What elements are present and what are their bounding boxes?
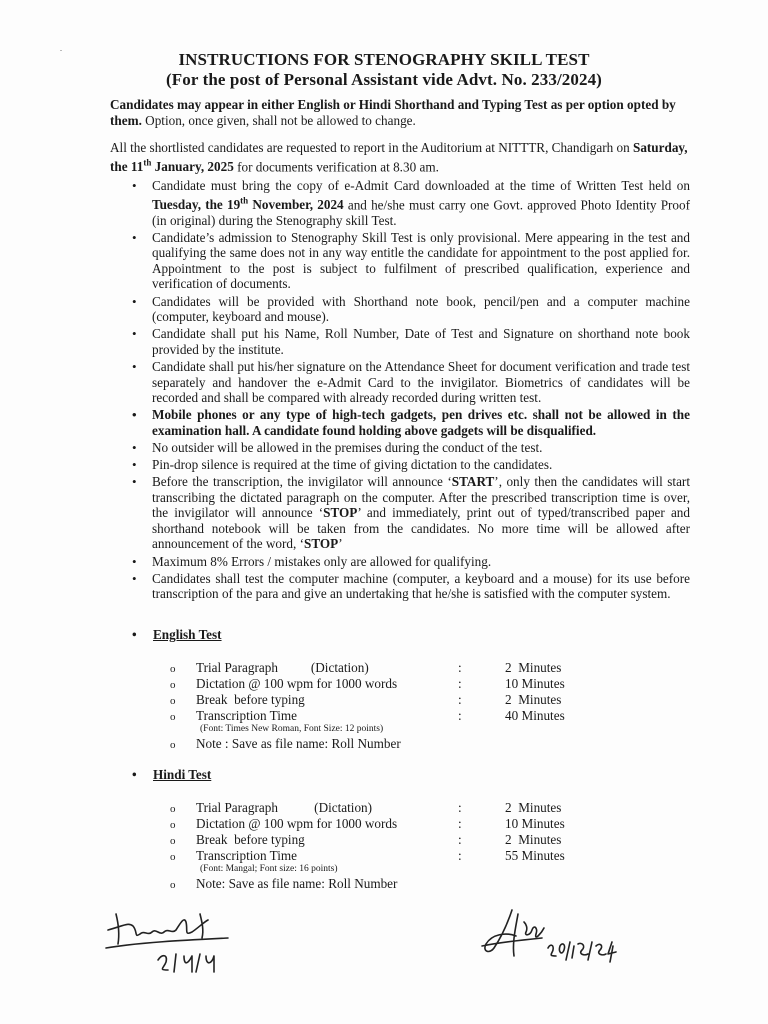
instruction-item-provisional: • Candidate’s admission to Stenography Skill Test is only provisional. Mere appearing in the test and qualifying the same does not in any way entitle the candidate for appointment to the post applied for. Appointment to the post is subject to fulfilment of prescribed qualification, experience and verification of documents. [110, 230, 690, 292]
hindi-test-heading-text: Hindi Test [153, 767, 212, 782]
report-date-post: January, 2025 [151, 158, 234, 174]
hindi-row [170, 800, 690, 818]
english-row [170, 676, 690, 694]
report-date-pre: Saturday, the 11 [110, 140, 688, 174]
instruction-item-attendance: • Candidate shall put his/her signature on the Attendance Sheet for document verification and trade test separately and handover the e-Admit Card to the invigilator. Biometrics of candidates will be recorded and shall be compared with already recorded during written test. [110, 359, 690, 406]
instruction-item-gadgets: • Mobile phones or any type of high-tech gadgets, pen drives etc. shall not be allowed in the examination hall. A candidate found holding above gadgets will be disqualified. [110, 407, 690, 438]
report-text-before: All the shortlisted candidates are requested to report in the Auditorium at NITTTR, Chandigarh on [110, 140, 633, 155]
hindi-save-note-text: Note: Save as file name: Roll Number [196, 876, 398, 891]
b9-d: ’ [338, 536, 343, 552]
instruction-item-outsider: • No outsider will be allowed in the premises during the conduct of the test. [110, 440, 690, 456]
b1-pre: Candidate must bring the copy of e-Admit Card downloaded at the time of Written Test held on [152, 178, 690, 193]
intro-paragraph [110, 97, 690, 128]
b9-start: START [451, 474, 495, 490]
report-text-after: for documents verification at 8.30 am. [233, 158, 439, 174]
hindi-row-duration: 2 Minutes [505, 800, 562, 815]
english-save-note-text: Note : Save as file name: Roll Number [196, 736, 401, 751]
intro-bold-text: Candidates may appear in either English or Hindi Shorthand and Typing Test as per option opted by them. [110, 97, 676, 128]
hindi-row-colon: : [458, 800, 462, 815]
instruction-item-errors: • Maximum 8% Errors / mistakes only are allowed for qualifying. [110, 554, 690, 570]
instruction-item-test-machine: • Candidates shall test the computer machine (computer, a keyboard and a mouse) for its use before transcription of the para and give an undertaking that he/she is satisfied with the computer system. [110, 571, 690, 602]
english-row-colon: : [458, 708, 462, 723]
b9-stop-2: STOP [303, 536, 339, 552]
english-save-note [170, 736, 690, 754]
english-font-note: (Font: Times New Roman, Font Size: 12 points) [200, 724, 384, 734]
hindi-row-duration: 2 Minutes [505, 832, 562, 847]
circle-bullet-icon: o [170, 739, 176, 751]
hindi-row-label: Break before typing [196, 832, 305, 847]
hindi-row-colon: : [458, 816, 462, 831]
english-row-label: Dictation @ 100 wpm for 1000 words [196, 676, 398, 691]
b9-a: Before the transcription, the invigilator will announce ‘ [152, 474, 452, 490]
b1-date-pre: Tuesday, the 19 [152, 196, 241, 212]
intro-normal-text: Option, once given, shall not be allowed to change. [141, 112, 416, 128]
hindi-row-label: Trial Paragraph (Dictation) [196, 800, 373, 815]
english-row-duration: 40 Minutes [505, 708, 565, 723]
english-row-duration: 2 Minutes [505, 692, 562, 707]
instruction-list [110, 178, 690, 603]
left-signature-icon [88, 892, 258, 982]
hindi-test-heading: • Hindi Test [132, 767, 212, 782]
circle-bullet-icon: o [170, 679, 176, 691]
hindi-row-colon: : [458, 832, 462, 847]
hindi-save-note [170, 876, 690, 894]
b9-c: ’ and immediately, print out of typed/transcribed paper and shorthand notebook will be taken from the candidates. No more time will be allowed after announcement of the word, ‘ [152, 505, 690, 552]
english-row [170, 692, 690, 710]
instruction-item-notebook-details: • Candidate shall put his Name, Roll Number, Date of Test and Signature on shorthand note book provided by the institute. [110, 326, 690, 357]
hindi-row-colon: : [458, 848, 462, 863]
hindi-row-duration: 55 Minutes [505, 848, 565, 863]
circle-bullet-icon: o [170, 711, 176, 723]
english-row-label: Trial Paragraph (Dictation) [196, 660, 369, 675]
hindi-row-duration: 10 Minutes [505, 816, 565, 831]
circle-bullet-icon: o [170, 663, 176, 675]
circle-bullet-icon: o [170, 695, 176, 707]
english-row [170, 708, 690, 726]
english-row [170, 660, 690, 678]
english-row-duration: 10 Minutes [505, 676, 565, 691]
english-row-colon: : [458, 692, 462, 707]
instruction-item-admit-card [110, 178, 690, 228]
instruction-item-silence: • Pin-drop silence is required at the time of giving dictation to the candidates. [110, 457, 690, 473]
b1-date-post: November, 2024 [248, 196, 344, 212]
english-row-label: Break before typing [196, 692, 305, 707]
b1-date-sup: th [240, 195, 249, 206]
hindi-row [170, 832, 690, 850]
english-row-duration: 2 Minutes [505, 660, 562, 675]
report-date-sup: th [143, 157, 152, 168]
circle-bullet-icon: o [170, 835, 176, 847]
english-row-colon: : [458, 660, 462, 675]
b1-date [152, 197, 344, 212]
hindi-row [170, 848, 690, 866]
hindi-row-label: Dictation @ 100 wpm for 1000 words [196, 816, 398, 831]
instruction-item-transcription [110, 474, 690, 552]
document-title: INSTRUCTIONS FOR STENOGRAPHY SKILL TEST [178, 50, 590, 69]
english-row-label: Transcription Time [196, 708, 298, 723]
right-signature-icon [472, 902, 632, 982]
circle-bullet-icon: o [170, 851, 176, 863]
circle-bullet-icon: o [170, 879, 176, 891]
hindi-font-note: (Font: Mangal; Font size: 16 points) [200, 864, 338, 874]
english-row-colon: : [458, 676, 462, 691]
hindi-row-label: Transcription Time [196, 848, 298, 863]
document-subtitle: (For the post of Personal Assistant vide Advt. No. 233/2024) [166, 70, 602, 89]
instruction-item-materials: • Candidates will be provided with Shorthand note book, pencil/pen and a computer machine (computer, keyboard and mouse). [110, 294, 690, 325]
english-test-heading: • English Test [132, 627, 222, 642]
english-test-heading-text: English Test [153, 627, 222, 642]
b1-post: and he/she must carry one Govt. approved Photo Identity Proof (in original) during the Stenography skill Test. [152, 196, 690, 228]
b9-b: ’, only then the candidates will start transcribing the dictated paragraph on the computer. After the prescribed transcription time is over, the invigilator will announce ‘ [152, 474, 690, 521]
circle-bullet-icon: o [170, 803, 176, 815]
report-paragraph [110, 140, 690, 175]
b9-stop-1: STOP [323, 505, 358, 521]
hindi-row [170, 816, 690, 834]
circle-bullet-icon: o [170, 819, 176, 831]
